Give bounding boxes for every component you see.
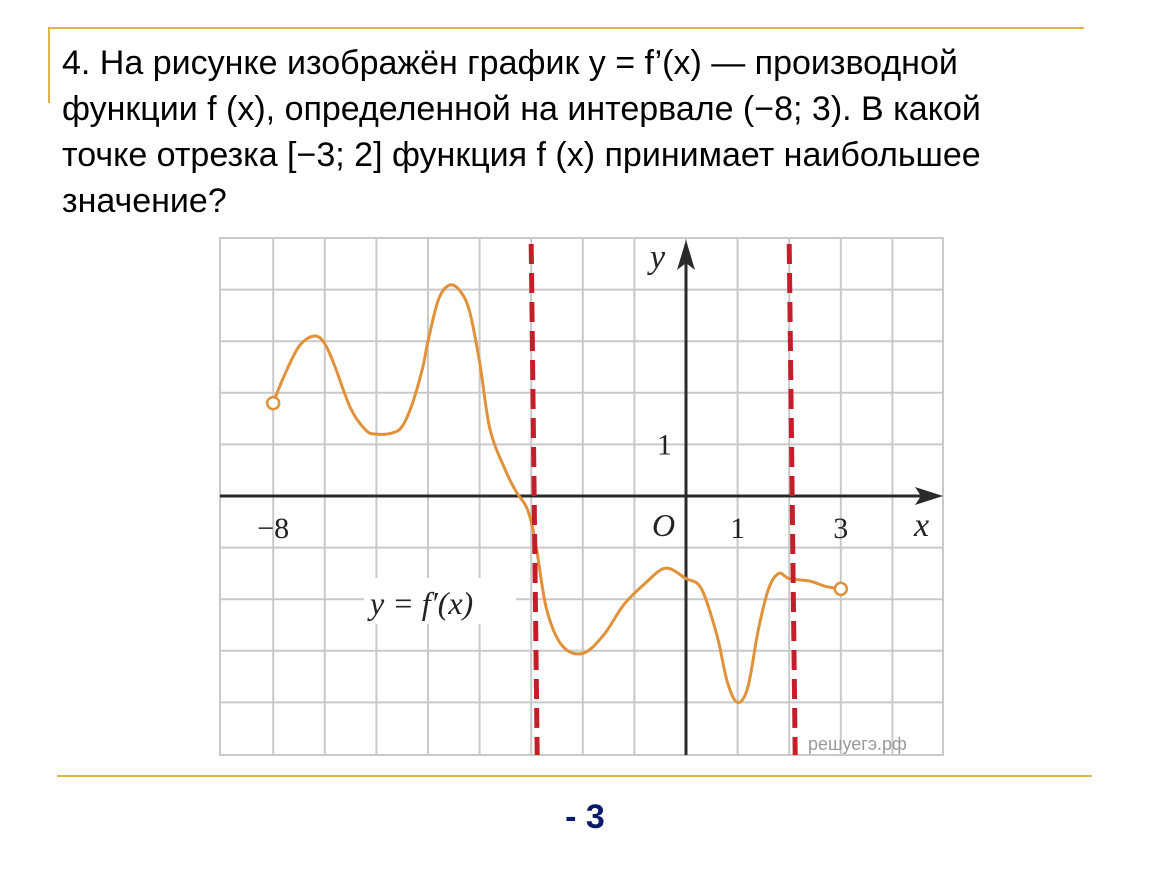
x-axis-label: x <box>914 507 930 544</box>
question-line-1: 4. На рисунке изображён график y = f’(x) — производной <box>62 44 958 82</box>
origin-label: O <box>652 507 676 543</box>
open-endpoint-1 <box>267 397 279 409</box>
question-line-4: значение? <box>62 182 227 220</box>
x-tick-label: −8 <box>257 512 290 545</box>
x-tick-label: 1 <box>730 512 746 545</box>
bottom-rule <box>57 775 1092 777</box>
markers-layer <box>531 244 795 755</box>
question-line-3: точке отрезка [−3; 2] функция f (x) принимает наибольшее <box>62 136 981 174</box>
function-label: y = f′(x) <box>370 585 474 621</box>
y-tick-label: 1 <box>657 428 672 462</box>
x-tick-label: 3 <box>833 512 849 545</box>
series-line-1 <box>273 285 841 703</box>
axes <box>220 240 943 755</box>
watermark-label: решуегэ.рф <box>808 734 907 754</box>
curve-layer <box>267 285 847 703</box>
y-axis-label: y <box>650 239 666 276</box>
answer-text: - 3 <box>565 798 605 836</box>
open-endpoint-2 <box>835 583 847 595</box>
question-line-2: функции f (x), определенной на интервале (−8; 3). В какой <box>62 90 981 128</box>
